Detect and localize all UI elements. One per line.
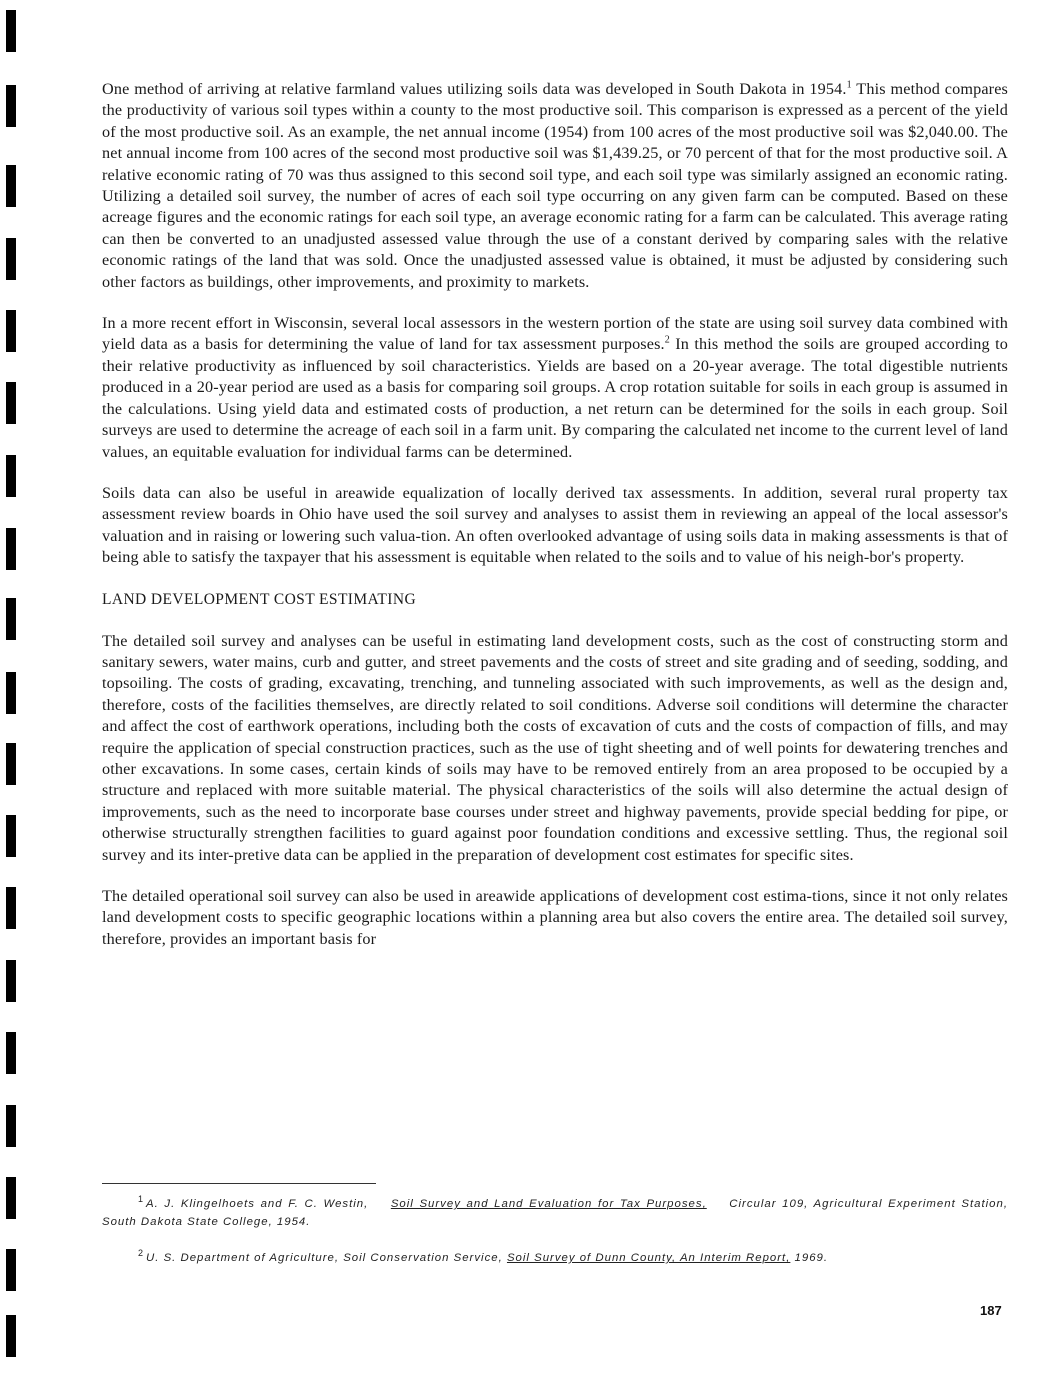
binding-mark	[6, 528, 16, 570]
paragraph-development-costs: The detailed soil survey and analyses can be useful in estimating land development costs, such as the cost of constructing storm and sanitary sewers, water mains, curb and gutter, and street pavements and the costs of street and site grading and of seeding, sodding, and topsoiling. The costs of grading, excavating, trenching, and tunneling associated with such improvements, as well as the design and, therefore, costs of the facilities themselves, are directly related to soil conditions. Adverse soil conditions will determine the character and affect the cost of earthwork operations, including both the costs of excavation of cuts and the costs of compaction of fills, and may require the application of special construction practices, such as the use of tight sheeting and of well points for dewatering trenches and other excavations. In some cases, certain kinds of soils may have to be removed entirely from an area proposed to be occupied by a structure and replaced with more suitable material. The physical characteristics of the soils will also determine the actual design of improvements, such as the need to incorporate base courses under street and highway pavements, provide special bedding for pipe, or otherwise structurally strengthen facilities to guard against poor foundation conditions and excessive settling. Thus, the regional soil survey and its inter-pretive data can be applied in the preparation of development cost estimates for specific sites.	[102, 631, 1008, 864]
paragraph-south-dakota-method	[102, 79, 1008, 293]
binding-marks	[6, 0, 18, 1380]
footnote-authors: A. J. Klingelhoets and F. C. Westin,	[146, 1198, 369, 1210]
paragraph-operational-survey: The detailed operational soil survey can also be used in areawide applications of development cost estima-tions, since it not only relates land development costs to specific geographic locations within a planning area but also covers the entire area. The detailed soil survey, therefore, provides an important basis for	[102, 887, 1008, 948]
binding-mark	[6, 455, 16, 497]
footnote-divider	[102, 1183, 376, 1184]
page-number: 187	[980, 1303, 1002, 1318]
binding-mark	[6, 1249, 16, 1291]
section-heading: LAND DEVELOPMENT COST ESTIMATING	[102, 590, 417, 608]
binding-mark	[6, 1315, 16, 1357]
binding-mark	[6, 1177, 16, 1219]
binding-mark	[6, 960, 16, 1002]
binding-mark	[6, 598, 16, 640]
footnote-source: Circular 109, Agricultural Experiment Station, South Dakota State College, 1954.	[102, 1198, 1008, 1228]
binding-mark	[6, 1032, 16, 1074]
binding-mark	[6, 743, 16, 785]
footnote-title: Soil Survey of Dunn County, An Interim Report,	[506, 1252, 791, 1264]
footnote-marker: 2	[138, 1248, 145, 1259]
paragraph-wisconsin-method	[102, 313, 1008, 463]
binding-mark	[6, 165, 16, 207]
footnote-2	[102, 1249, 1008, 1267]
page-body	[102, 79, 1008, 970]
footnote-1	[102, 1195, 1008, 1231]
footnote-ref-1: 1	[846, 79, 852, 91]
paragraph-text: This method compares the productivity of various soil types within a county to the most productive soil. This comparison is expressed as a percent of the yield of the most productive soil. As an example, the net annual income (1954) from 100 acres of the most productive soil was $2,040.00. The net annual income from 100 acres of the second most productive soil was $1,439.25, or 70 percent of that for the most productive soil. A relative economic rating of 70 was thus assigned to this second soil type, and each soil type was similarly assigned an economic rating. Utilizing a detailed soil survey, the number of acres of each soil type occurring on any given farm can be computed. Based on these acreage figures and the economic ratings for each soil type, an average economic rating for a farm can be calculated. This average rating can then be converted to an unadjusted assessed value through the use of a constant derived by comparing sales with the relative economic ratings of the land that was sold. Once the unadjusted assessed value is obtained, it must be adjusted by considering such other factors as buildings, other improvements, and proximity to markets.	[102, 80, 1009, 291]
footnote-year: 1969.	[794, 1252, 829, 1264]
binding-mark	[6, 382, 16, 424]
binding-mark	[6, 85, 16, 127]
binding-mark	[6, 672, 16, 714]
binding-mark	[6, 1105, 16, 1147]
paragraph-text: One method of arriving at relative farmland values utilizing soils data was developed in South Dakota in 1954.	[102, 80, 847, 98]
paragraph-text: In a more recent effort in Wisconsin, several local assessors in the western portion of the state are using soil survey data combined with yield data as a basis for determining the value of land for tax assessment purposes.	[102, 314, 1008, 354]
binding-mark	[6, 815, 16, 857]
binding-mark	[6, 887, 16, 929]
binding-mark	[6, 10, 16, 52]
paragraph-equalization: Soils data can also be useful in areawide equalization of locally derived tax assessments. In addition, several rural property tax assessment review boards in Ohio have used the soil survey and analyses to assist them in reviewing an appeal of the local assessor's valuation and in raising or lowering such valua-tion. An often overlooked advantage of using soils data in making assessments is that of being able to satisfy the taxpayer that his assessment is equitable when related to the soils and to value of his neigh-bor's property.	[102, 483, 1008, 567]
footnote-marker: 1	[138, 1194, 145, 1205]
footnote-title: Soil Survey and Land Evaluation for Tax Purposes,	[390, 1198, 707, 1210]
footnote-ref-2: 2	[664, 335, 670, 347]
binding-mark	[6, 310, 16, 352]
binding-mark	[6, 238, 16, 280]
paragraph-text: In this method the soils are grouped according to their relative productivity as influenced by soil characteristics. Yields are based on a 20-year average. The total digestible nutrients produced in a 20-year period are used as a basis for comparing soil groups. A crop rotation suitable for soils in each group is assumed in the calculations. Using yield data and estimated costs of production, a net return can be determined for the soils in each group. Soil surveys are used to determine the acreage of each soil in a farm unit. By comparing the calculated net income to the current level of land values, an equitable evaluation for individual farms can be determined.	[102, 335, 1008, 461]
footnote-organization: U. S. Department of Agriculture, Soil Conservation Service,	[146, 1252, 503, 1264]
